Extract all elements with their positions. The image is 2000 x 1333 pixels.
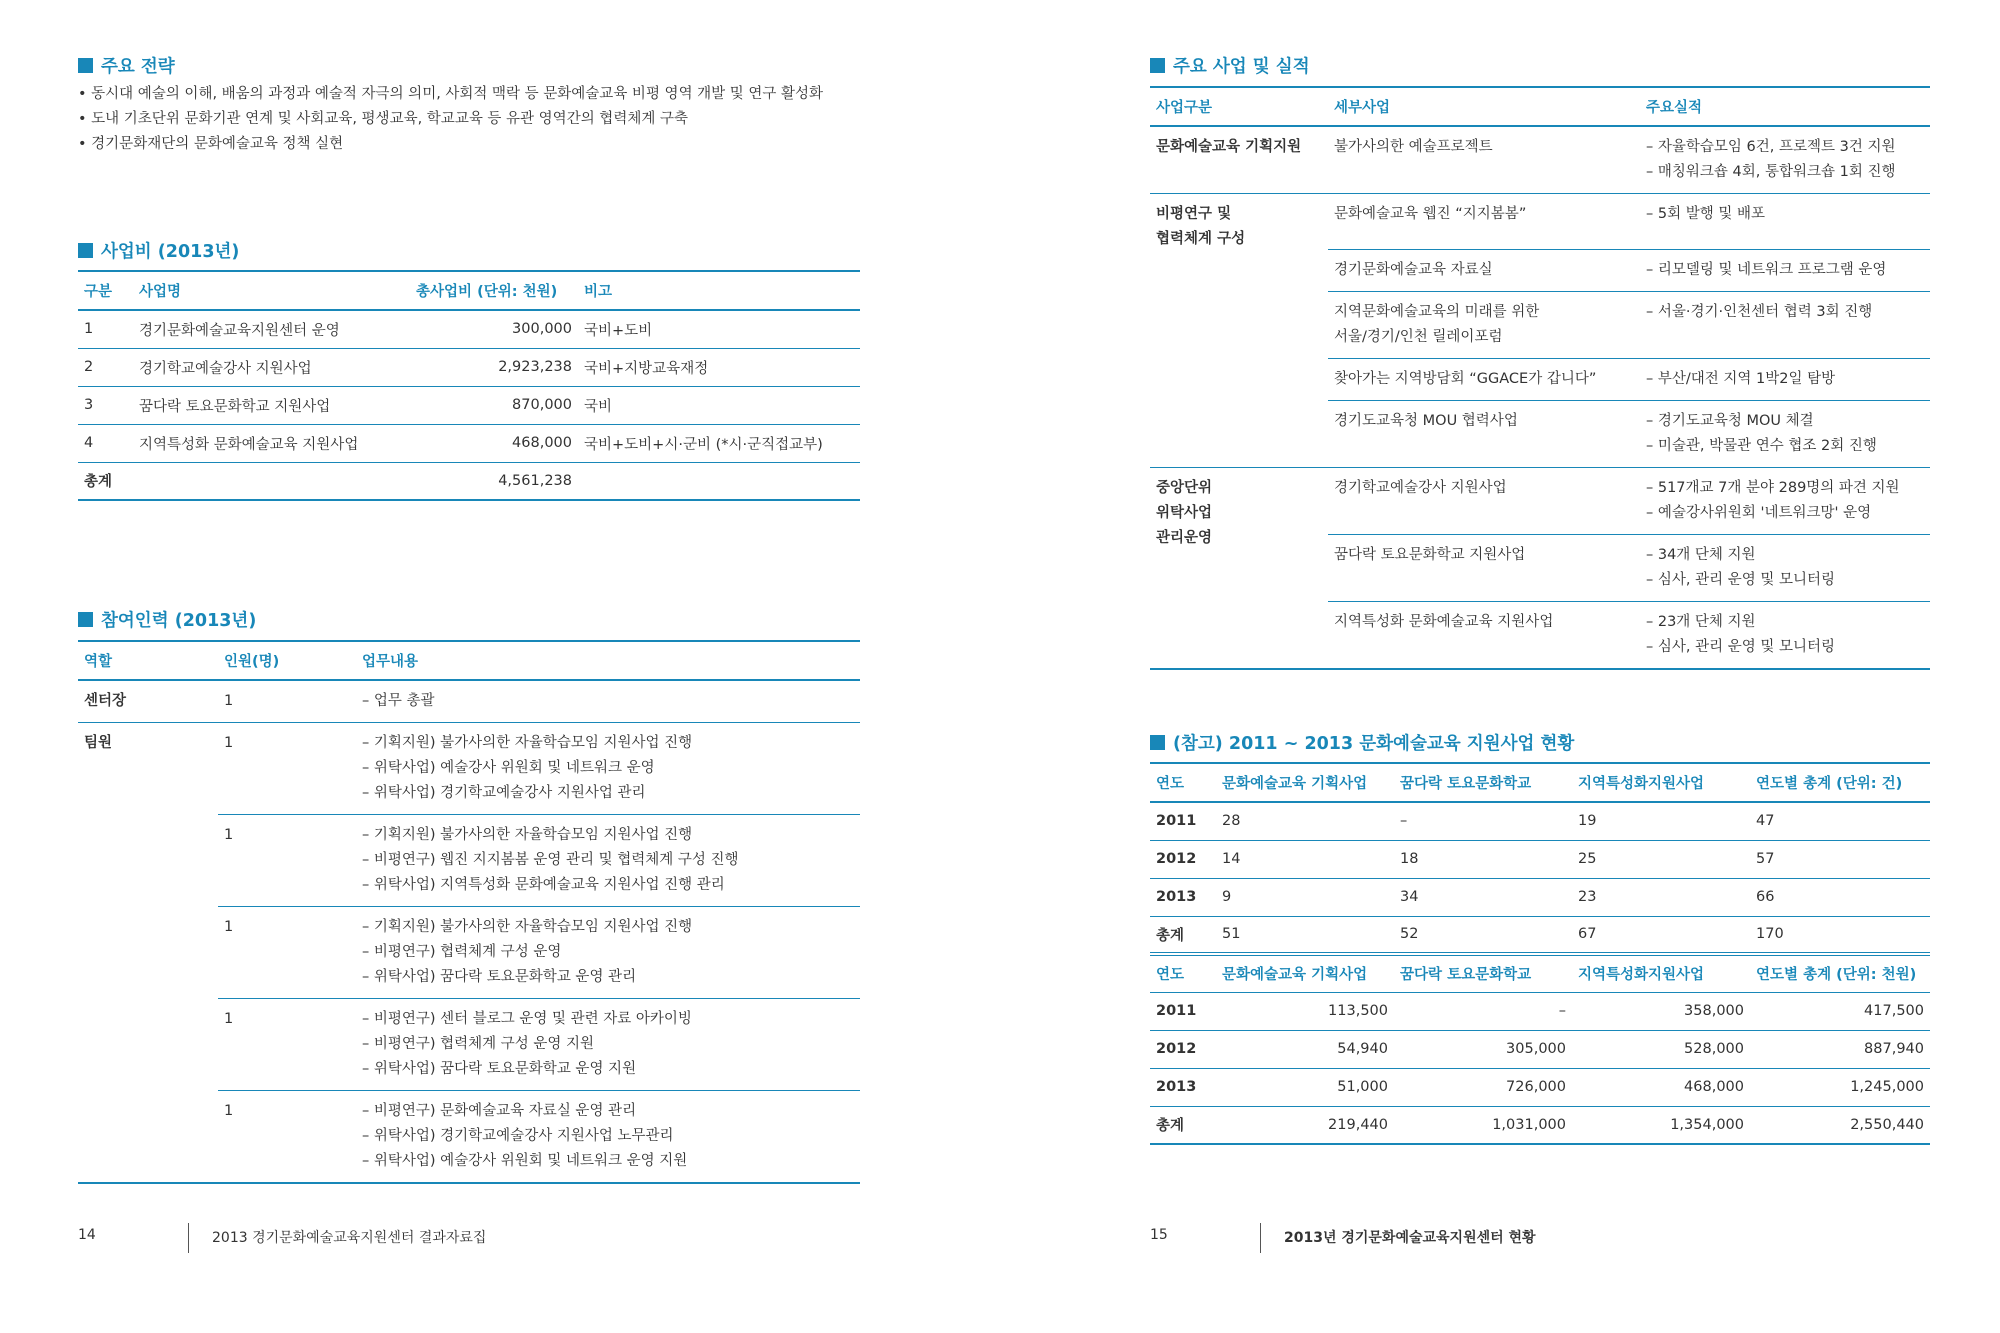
table-row: 2012 14 18 25 57 (1150, 840, 1930, 878)
table-row: 2013 51,000 726,000 468,000 1,245,000 (1150, 1068, 1930, 1106)
footer-text: 2013년 경기문화예술교육지원센터 현황 (1284, 1230, 1536, 1246)
table-row: 팀원 1 – 기획지원) 불가사의한 자율학습모임 지원사업 진행 – 위탁사업) 예술강사 위원회 및 네트워크 운영 – 위탁사업) 경기학교예술강사 지원사업 관리 (78, 723, 860, 815)
table-row: 3 꿈다락 토요문화학교 지원사업 870,000 국비 (78, 386, 860, 424)
table-row: 2013 9 34 23 66 (1150, 878, 1930, 916)
table-row: 센터장 1 – 업무 총괄 (78, 680, 860, 723)
table-total-row: 총계 219,440 1,031,000 1,354,000 2,550,440 (1150, 1106, 1930, 1144)
table-header: 연도별 총계 (단위: 건) (1750, 763, 1930, 802)
table-header: 구분 (78, 271, 133, 310)
table-header: 업무내용 (356, 641, 860, 680)
table-header: 꿈다락 토요문화학교 (1394, 763, 1572, 802)
projects-heading: 주요 사업 및 실적 (1150, 53, 1310, 78)
table-row: 2012 54,940 305,000 528,000 887,940 (1150, 1030, 1930, 1068)
budget-heading: 사업비 (2013년) (78, 238, 239, 263)
table-row: 지역특성화 문화예술교육 지원사업 – 23개 단체 지원 – 심사, 관리 운영 및 모니터링 (1150, 602, 1930, 670)
table-row: 총계 51 52 67 170 (1150, 916, 1930, 954)
square-bullet-icon (78, 612, 93, 627)
list-item: • 동시대 예술의 이해, 배움의 과정과 예술적 자극의 의미, 사회적 맥락 등 문화예술교육 비평 영역 개발 및 연구 활성화 (78, 82, 823, 107)
table-row: 4 지역특성화 문화예술교육 지원사업 468,000 국비+도비+시·군비 (*시·군직접교부) (78, 424, 860, 462)
right-page (1150, 0, 1930, 1333)
table-header: 연도 (1150, 763, 1216, 802)
staff-table (78, 640, 860, 1184)
table-header: 문화예술교육 기획사업 (1216, 954, 1394, 992)
table-header: 연도 (1150, 954, 1216, 992)
square-bullet-icon (78, 58, 93, 73)
table-header: 지역특성화지원사업 (1572, 763, 1750, 802)
table-row: 2011 113,500 – 358,000 417,500 (1150, 992, 1930, 1030)
footer-divider (188, 1223, 189, 1253)
table-row: 중앙단위 위탁사업 관리운영 경기학교예술강사 지원사업 – 517개교 7개 분야 289명의 파견 지원 – 예술강사위원회 '네트워크망' 운영 (1150, 468, 1930, 535)
strategy-list (78, 82, 823, 157)
table-header: 연도별 총계 (단위: 천원) (1750, 954, 1930, 992)
table-row: 경기도교육청 MOU 협력사업 – 경기도교육청 MOU 체결 – 미술관, 박물관 연수 협조 2회 진행 (1334, 413, 1877, 454)
status-table (1150, 762, 1930, 1145)
list-item: • 경기문화재단의 문화예술교육 정책 실현 (78, 132, 823, 157)
table-row: 1 – 기획지원) 불가사의한 자율학습모임 지원사업 진행 – 비평연구) 웹진 지지봄봄 운영 관리 및 협력체계 구성 진행 – 위탁사업) 지역특성화 문화예술교육 지원사업 진행 관리 (78, 815, 860, 907)
status-heading: (참고) 2011 ~ 2013 문화예술교육 지원사업 현황 (1150, 730, 1574, 755)
table-header: 문화예술교육 기획사업 (1216, 763, 1394, 802)
table-row: 비평연구 및 협력체계 구성 문화예술교육 웹진 “지지봄봄” – 5회 발행 및 배포 (1150, 194, 1930, 250)
table-header: 인원(명) (218, 641, 356, 680)
table-header: 역할 (78, 641, 218, 680)
table-row: 1 – 비평연구) 센터 블로그 운영 및 관련 자료 아카이빙 – 비평연구) 협력체계 구성 운영 지원 – 위탁사업) 꿈다락 토요문화학교 운영 지원 (78, 999, 860, 1091)
list-item: • 도내 기초단위 문화기관 연계 및 사회교육, 평생교육, 학교교육 등 유관 영역간의 협력체계 구축 (78, 107, 823, 132)
square-bullet-icon (1150, 58, 1165, 73)
table-header: 지역특성화지원사업 (1572, 954, 1750, 992)
table-total-row: 총계 4,561,238 (78, 462, 860, 500)
table-row: 문화예술교육 기획지원 불가사의한 예술프로젝트 – 자율학습모임 6건, 프로젝트 3건 지원 – 매칭워크숍 4회, 통합워크숍 1회 진행 (1150, 126, 1930, 194)
table-header: 사업명 (133, 271, 410, 310)
table-row: 2011 28 – 19 47 (1150, 802, 1930, 840)
square-bullet-icon (78, 243, 93, 258)
table-row: 경기문화예술교육 자료실 – 리모델링 및 네트워크 프로그램 운영 (1150, 250, 1930, 292)
table-row: 1 – 기획지원) 불가사의한 자율학습모임 지원사업 진행 – 비평연구) 협력체계 구성 운영 – 위탁사업) 꿈다락 토요문화학교 운영 관리 (78, 907, 860, 999)
footer-divider (1260, 1223, 1261, 1253)
table-row: 지역문화예술교육의 미래를 위한 서울/경기/인천 릴레이포럼 – 서울·경기·인천센터 협력 3회 진행 (1150, 292, 1930, 359)
table-header: 주요실적 (1640, 87, 1930, 126)
table-row: 2 경기학교예술강사 지원사업 2,923,238 국비+지방교육재정 (78, 348, 860, 386)
strategy-heading: 주요 전략 (78, 53, 175, 78)
table-row: 찾아가는 지역방담회 “GGACE가 갑니다” – 부산/대전 지역 1박2일 탐방 (1150, 359, 1930, 401)
table-header: 꿈다락 토요문화학교 (1394, 954, 1572, 992)
square-bullet-icon (1150, 735, 1165, 750)
page-number: 15 (1150, 1227, 1168, 1243)
table-row: 1 – 비평연구) 문화예술교육 자료실 운영 관리 – 위탁사업) 경기학교예술강사 지원사업 노무관리 – 위탁사업) 예술강사 위원회 및 네트워크 운영 지원 (78, 1091, 860, 1184)
footer-text: 2013 경기문화예술교육지원센터 결과자료집 (212, 1230, 487, 1246)
staff-heading: 참여인력 (2013년) (78, 607, 256, 632)
table-header: 비고 (578, 271, 860, 310)
left-page (78, 0, 860, 1333)
table-header: 사업구분 (1150, 87, 1328, 126)
table-header: 총사업비 (단위: 천원) (410, 271, 578, 310)
projects-table (1150, 86, 1930, 670)
budget-table (78, 270, 860, 501)
table-row: 1 경기문화예술교육지원센터 운영 300,000 국비+도비 (78, 310, 860, 348)
page-number: 14 (78, 1227, 96, 1243)
table-row: 꿈다락 토요문화학교 지원사업 – 34개 단체 지원 – 심사, 관리 운영 및 모니터링 (1150, 535, 1930, 602)
table-header: 세부사업 (1328, 87, 1640, 126)
